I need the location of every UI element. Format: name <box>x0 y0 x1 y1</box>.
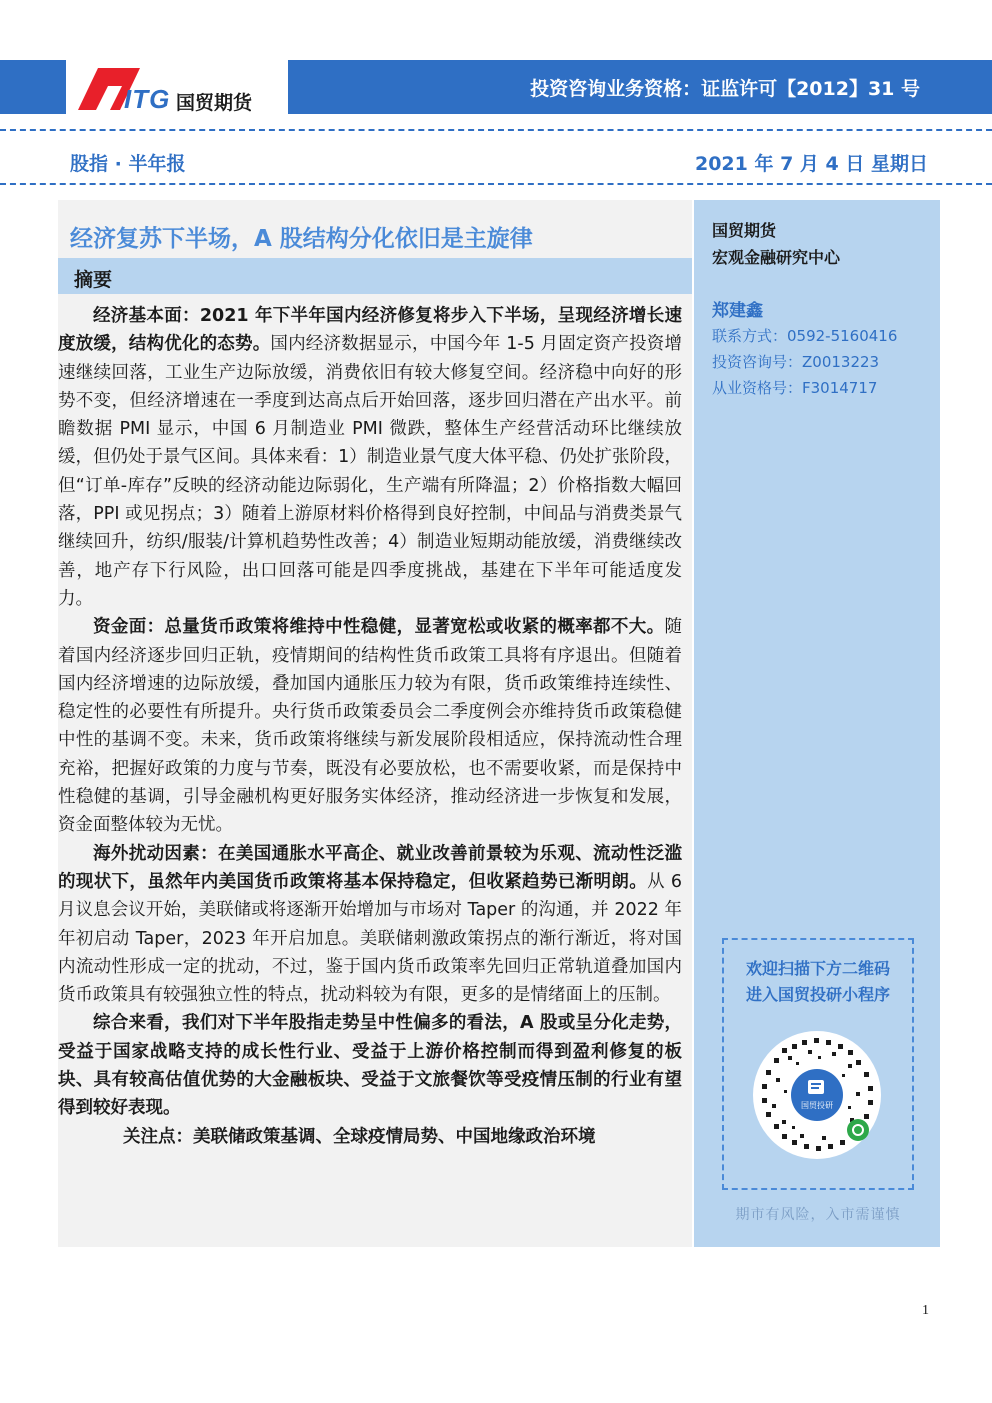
paragraph-lead: 经济基本面：2021 年下半年国内经济修复将步入下半场，呈现经济增长速度放缓，结构优化的态势。 <box>58 306 682 355</box>
paragraph-overseas <box>58 840 682 1010</box>
report-title: 经济复苏下半场，A 股结构分化依旧是主旋律 <box>70 226 533 252</box>
qr-caption-line2: 进入国贸投研小程序 <box>745 985 890 1004</box>
paragraph-text: 国内经济数据显示，中国今年 1-5 月固定资产投资增速继续回落，工业生产边际放缓，消费依旧有较大修复空间。经济稳中向好的形势不变，但经济增速在一季度到达高点后开始回落，逐步回归潜在产出水平。前瞻数据 PMI 显示，中国 6 月制造业 PMI 微跌，整体生产经营活动环比继续放缓，但仍处于景气区间。具体来看：1）制造业景气度大体平稳、仍处扩张阶段，但“订单-库存”反映的经济动能边际弱化，生产端有所降温；2）价格指数大幅回落，PPI 或见拐点；3）随着上游原材料价格得到良好控制，中间品与消费类景气继续回升，纺织/服装/计算机趋势性改善；4）制造业短期动能放缓，消费继续改善，地产存下行风险，出口回落可能是四季度挑战，基建在下半年可能适度发力。 <box>58 334 683 609</box>
company-name: 国贸期货 <box>176 92 253 114</box>
divider-bottom <box>0 183 992 185</box>
abstract-label: 摘要 <box>74 269 113 291</box>
paragraph-conclusion <box>58 1009 682 1122</box>
analyst-advisory-no: 投资咨询号：Z0013223 <box>712 353 880 371</box>
paragraph-liquidity <box>58 613 682 839</box>
risk-notice: 期市有风险，入市需谨慎 <box>735 1207 901 1223</box>
divider-top <box>0 129 992 131</box>
report-type: 股指 · 半年报 <box>70 153 186 175</box>
paragraph-lead: 综合来看，我们对下半年股指走势呈中性偏多的看法，A 股或呈分化走势，受益于国家战略支持的成长性行业、受益于上游价格控制而得到盈利修复的板块、具有较高估值优势的大金融板块、受益于文旅餐饮等受疫情压制的行业有望得到较好表现。 <box>58 1013 682 1119</box>
sidebar-org: 国贸期货 <box>712 221 777 240</box>
analyst-phone: 联系方式：0592-5160416 <box>712 327 898 345</box>
focus-points: 关注点：美联储政策基调、全球疫情局势、中国地缘政治环境 <box>123 1126 596 1147</box>
logo-text: ITG <box>124 84 171 114</box>
license-text: 投资咨询业务资格：证监许可【2012】31 号 <box>530 78 920 100</box>
page-number: 1 <box>922 1303 929 1318</box>
qr-center-label: 国贸投研 <box>801 1101 833 1110</box>
paragraph-lead: 资金面：总量货币政策将维持中性稳健，显著宽松或收紧的概率都不大。 <box>93 617 665 638</box>
qr-caption-line1: 欢迎扫描下方二维码 <box>745 959 890 978</box>
paragraph-lead: 海外扰动因素：在美国通胀水平高企、就业改善前景较为乐观、流动性泛滥的现状下，虽然年内美国货币政策将基本保持稳定，但收紧趋势已渐明朗。 <box>58 843 682 892</box>
mini-program-qr-icon[interactable] <box>752 1030 882 1160</box>
analyst-name: 郑建鑫 <box>712 301 763 321</box>
abstract-bar <box>58 258 692 294</box>
analyst-qualification-no: 从业资格号：F3014717 <box>712 379 878 397</box>
paragraph-text: 随着国内经济逐步回归正轨，疫情期间的结构性货币政策工具将有序退出。但随着国内经济增速的边际放缓，叠加国内通胀压力较为有限，货币政策维持连续性、稳定性的必要性有所提升。央行货币政策委员会二季度例会亦维持货币政策稳健中性的基调不变。未来，货币政策将继续与新发展阶段相适应，保持流动性合理充裕，把握好政策的力度与节奏，既没有必要放松，也不需要收紧，而是保持中性稳健的基调，引导金融机构更好服务实体经济，推动经济进一步恢复和发展，资金面整体较为无忧。 <box>58 617 682 836</box>
sidebar-dept: 宏观金融研究中心 <box>712 248 841 267</box>
paragraph-text: 从 6 月议息会议开始，美联储或将逐渐开始增加与市场对 Taper 的沟通，并 2022 年年初启动 Taper，2023 年开启加息。美联储刺激政策拐点的渐行渐近，将对国内流动性形成一定的扰动，不过，鉴于国内货币政策率先回归正常轨道叠加国内货币政策具有较强独立性的特点，扰动料较为有限，更多的是情绪面上的压制。 <box>58 871 682 1006</box>
paragraph-fundamentals <box>58 302 682 613</box>
abstract-body <box>58 302 682 1151</box>
report-date: 2021 年 7 月 4 日 星期日 <box>694 153 928 175</box>
